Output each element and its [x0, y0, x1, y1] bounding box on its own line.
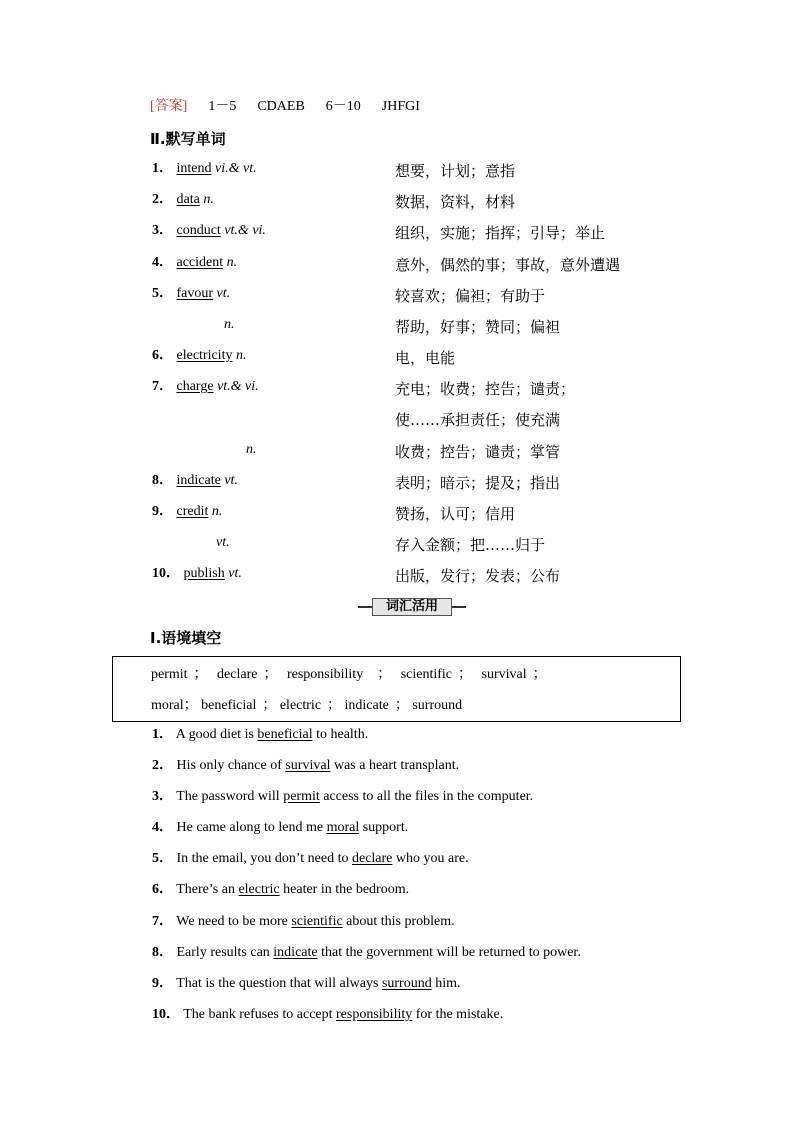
vocab-meaning: 充电；收费；控告；谴责；	[395, 380, 576, 398]
vocab-number: 4．	[152, 255, 173, 270]
word-bank-separator: ；	[458, 667, 473, 682]
sentence-number: 1．	[152, 727, 173, 742]
vocab-pos: vt.	[224, 473, 238, 488]
word-bank-separator: ；	[532, 667, 547, 682]
sentence-text-before: In the email, you don’t need to	[176, 851, 352, 866]
vocab-row	[152, 160, 257, 178]
vocab-row	[152, 285, 230, 303]
vocab-pos: n.	[203, 192, 214, 207]
word-bank-separator: ；	[193, 667, 208, 682]
sentence-text-after: for the mistake.	[412, 1007, 504, 1022]
vocab-pos: n.	[211, 504, 223, 519]
vocab-number: 8．	[152, 473, 173, 488]
sentence-text-before: There’s an	[176, 882, 239, 897]
sentence-text-before: The password will	[176, 789, 284, 804]
sentence-row	[152, 819, 408, 837]
sentence-answer: surround	[381, 976, 432, 991]
sentence-row	[152, 913, 455, 931]
vocab-row	[152, 191, 214, 209]
vocab-pos: vi.& vt.	[215, 161, 257, 176]
sentence-number: 9．	[152, 976, 173, 991]
vocab-row	[152, 503, 222, 521]
sentence-row	[152, 881, 409, 899]
vocab-word: data	[176, 192, 200, 207]
word-bank-item: permit	[151, 667, 188, 682]
answer-letters-2: JHFGI	[381, 99, 420, 114]
answer-range-1: 1－5	[208, 99, 237, 114]
vocab-word: favour	[176, 286, 214, 301]
section-1-title: Ⅰ.语境填空	[150, 629, 222, 647]
vocab-pos: vt.& vi.	[224, 223, 266, 238]
vocab-number: 9．	[152, 504, 173, 519]
word-bank-item: moral	[151, 698, 184, 713]
vocab-row	[152, 472, 238, 490]
vocab-meaning: 较喜欢；偏袒；有助于	[395, 287, 546, 305]
sentence-answer: survival	[285, 758, 331, 773]
banner-title: 词汇活用	[372, 598, 452, 616]
vocab-meaning: 电，电能	[395, 349, 456, 367]
sentence-row	[152, 757, 459, 775]
vocab-meaning: 帮助，好事；赞同；偏袒	[395, 318, 561, 336]
sentence-number: 7．	[152, 914, 173, 929]
word-bank-item: beneficial	[201, 698, 257, 713]
vocab-pos: n.	[226, 255, 238, 270]
vocab-number: 2．	[152, 192, 173, 207]
word-bank-item: surround	[412, 698, 463, 713]
vocab-word: accident	[176, 255, 224, 270]
vocab-pos: n.	[246, 442, 257, 457]
vocab-row	[152, 378, 259, 396]
vocab-number: 6．	[152, 348, 173, 363]
sentence-answer: declare	[351, 851, 393, 866]
vocab-number: 5．	[152, 286, 173, 301]
sentence-text-after: him.	[431, 976, 461, 991]
vocab-meaning: 想要，计划；意指	[395, 162, 516, 180]
sentence-number: 3．	[152, 789, 173, 804]
word-bank-separator: ；	[262, 698, 277, 713]
sentence-text-before: He came along to lend me	[176, 820, 327, 835]
sentence-text-before: His only chance of	[176, 758, 286, 773]
sentence-text-before: We need to be more	[176, 914, 292, 929]
vocab-meaning: 表明；暗示；提及；指出	[395, 474, 561, 492]
vocab-meaning: 存入金额；把……归于	[395, 536, 546, 554]
sentence-row	[152, 975, 461, 993]
answer-letters-1: CDAEB	[257, 99, 305, 114]
word-bank-row-2	[151, 694, 462, 714]
sentence-answer: electric	[238, 882, 280, 897]
vocab-row	[152, 347, 246, 365]
vocab-row	[152, 254, 237, 272]
word-bank-separator: ；	[377, 667, 392, 682]
vocab-number: 3．	[152, 223, 173, 238]
answer-label: [答案]	[150, 99, 188, 114]
vocab-word: indicate	[176, 473, 221, 488]
sentence-answer: moral	[326, 820, 360, 835]
vocab-pos: vt.& vi.	[217, 379, 259, 394]
sentence-row	[152, 850, 469, 868]
sentence-number: 2．	[152, 758, 173, 773]
answer-line	[150, 98, 420, 116]
sentence-text-before: Early results can	[176, 945, 274, 960]
sentence-number: 6．	[152, 882, 173, 897]
vocab-pos: vt.	[216, 286, 231, 301]
sentence-text-after: to health.	[312, 727, 369, 742]
vocab-row	[152, 565, 242, 583]
word-bank-box	[112, 656, 681, 722]
vocab-meaning: 出版，发行；发表；公布	[395, 567, 561, 585]
sentence-row	[152, 726, 368, 744]
sentence-answer: beneficial	[257, 727, 313, 742]
vocab-pos: n.	[235, 348, 247, 363]
word-bank-item: declare	[217, 667, 258, 682]
sentence-number: 5．	[152, 851, 173, 866]
vocab-word: credit	[176, 504, 209, 519]
vocab-word: electricity	[176, 348, 233, 363]
sentence-row	[152, 944, 581, 962]
section-banner	[358, 598, 466, 616]
vocab-meaning: 使……承担责任；使充满	[395, 411, 561, 429]
sentence-text-before: That is the question that will always	[176, 976, 382, 991]
vocab-number: 10．	[152, 566, 180, 581]
vocab-row	[216, 534, 230, 552]
vocab-row	[224, 316, 235, 334]
word-bank-item: scientific	[400, 667, 453, 682]
sentence-number: 4．	[152, 820, 173, 835]
sentence-text-after: who you are.	[392, 851, 469, 866]
word-bank-item: electric	[279, 698, 322, 713]
banner-left-bar	[358, 606, 372, 608]
word-bank-separator: ；	[394, 698, 409, 713]
vocab-meaning: 收费；控告；谴责；掌管	[395, 443, 561, 461]
sentence-text-after: access to all the files in the computer.	[319, 789, 534, 804]
sentence-row	[152, 788, 533, 806]
vocab-word: charge	[176, 379, 214, 394]
sentence-answer: indicate	[273, 945, 318, 960]
word-bank-item: survival	[481, 667, 527, 682]
vocab-number: 7．	[152, 379, 173, 394]
word-bank-separator: ；	[263, 667, 278, 682]
vocab-meaning: 数据，资料，材料	[395, 193, 516, 211]
sentence-text-after: support.	[359, 820, 409, 835]
vocab-number: 1．	[152, 161, 173, 176]
vocab-meaning: 赞扬，认可；信用	[395, 505, 516, 523]
sentence-text-after: that the government will be returned to power.	[317, 945, 581, 960]
sentence-answer: scientific	[291, 914, 343, 929]
answer-range-2: 6－10	[325, 99, 361, 114]
banner-right-bar	[452, 606, 466, 608]
sentence-text-before: The bank refuses to accept	[183, 1007, 337, 1022]
sentence-text-after: about this problem.	[342, 914, 455, 929]
word-bank-separator: ；	[183, 698, 198, 713]
vocab-word: conduct	[176, 223, 221, 238]
word-bank-separator: ；	[327, 698, 342, 713]
sentence-row	[152, 1006, 503, 1024]
vocab-word: intend	[176, 161, 212, 176]
vocab-pos: vt.	[228, 566, 242, 581]
sentence-answer: permit	[283, 789, 320, 804]
vocab-pos: vt.	[216, 535, 230, 550]
word-bank-item: responsibility	[286, 667, 364, 682]
sentence-answer: responsibility	[336, 1007, 413, 1022]
vocab-pos: n.	[224, 317, 235, 332]
sentence-number: 8．	[152, 945, 173, 960]
sentence-number: 10．	[152, 1007, 180, 1022]
section-2-title: Ⅱ.默写单词	[150, 130, 226, 148]
vocab-word: publish	[183, 566, 225, 581]
vocab-row	[246, 441, 257, 459]
sentence-text-after: heater in the bedroom.	[279, 882, 410, 897]
word-bank-item: indicate	[344, 698, 389, 713]
word-bank-row-1	[151, 663, 547, 683]
vocab-meaning: 意外，偶然的事；事故，意外遭遇	[395, 256, 621, 274]
vocab-meaning: 组织，实施；指挥；引导；举止	[395, 224, 606, 242]
sentence-text-after: was a heart transplant.	[330, 758, 460, 773]
vocab-row	[152, 222, 266, 240]
sentence-text-before: A good diet is	[175, 727, 258, 742]
